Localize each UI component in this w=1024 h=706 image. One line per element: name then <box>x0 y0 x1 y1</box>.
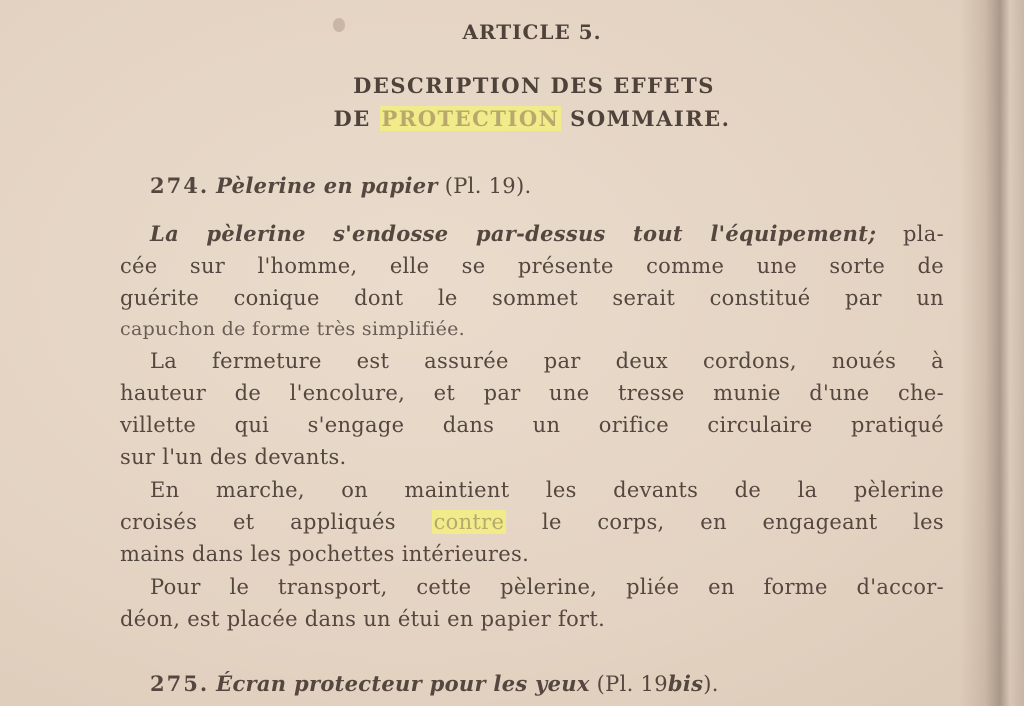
paragraph-3-line-2-after: le corps, en engageant les <box>541 510 944 534</box>
highlighted-word-contre: contre <box>433 510 505 534</box>
subsection-275-title: Écran protecteur pour les yeux <box>216 671 590 696</box>
paragraph-2-line-1-text: La fermeture est assurée par deux cordons, noués à <box>150 349 944 373</box>
subsection-275-plate-bis: bis <box>667 671 704 696</box>
paragraph-1-line-4 <box>120 315 944 343</box>
title-line-2-prefix: DE <box>333 106 371 131</box>
paragraph-3-line-1-text: En marche, on maintient les devants de la pèlerine <box>150 478 944 502</box>
section-title-line-2 <box>0 105 1024 133</box>
article-number <box>0 18 1024 46</box>
subsection-275-heading <box>150 670 910 698</box>
paragraph-2-line-1 <box>150 347 944 375</box>
subsection-274-heading <box>150 172 850 200</box>
title-line-2-suffix: SOMMAIRE. <box>570 106 731 131</box>
paragraph-1-line-2 <box>120 252 944 280</box>
title-line-1-text: DESCRIPTION DES EFFETS <box>353 73 715 98</box>
paragraph-3-line-2 <box>120 508 944 536</box>
paragraph-2-line-2 <box>120 379 944 407</box>
paragraph-3-line-2-before: croisés et appliqués <box>120 510 396 534</box>
paragraph-1-line-2-text: cée sur l'homme, elle se présente comme une sorte de <box>120 254 944 278</box>
highlighted-word-protection: PROTECTION <box>381 106 560 131</box>
subsection-274-number: 274. <box>150 173 210 198</box>
subsection-274-plate-ref: (Pl. 19). <box>444 174 532 198</box>
paragraph-4-line-2 <box>120 605 944 633</box>
subsection-275-plate-ref-end: ). <box>703 672 719 696</box>
subsection-275-plate-ref: (Pl. 19 <box>596 672 668 696</box>
paragraph-2-line-3-text: villette qui s'engage dans un orifice circulaire pratiqué <box>120 413 944 437</box>
paragraph-1-line-1-rest: pla- <box>903 222 944 246</box>
paragraph-2-line-4 <box>120 443 944 471</box>
section-title-line-1 <box>0 72 1024 100</box>
paragraph-1-line-3 <box>120 284 944 312</box>
paragraph-3-line-3-text: mains dans les pochettes intérieures. <box>120 542 530 566</box>
paragraph-1-italic-text: La pèlerine s'endosse par-dessus tout l'équipement; <box>150 221 877 246</box>
paragraph-3-line-1 <box>150 476 944 504</box>
paragraph-1-line-3-text: guérite conique dont le sommet serait constitué par un <box>120 286 944 310</box>
paragraph-2-line-4-text: sur l'un des devants. <box>120 445 347 469</box>
paragraph-2-line-2-text: hauteur de l'encolure, et par une tresse munie d'une che- <box>120 381 944 405</box>
paragraph-1-line-1 <box>150 220 944 248</box>
paragraph-3-line-3 <box>120 540 944 568</box>
paragraph-4-line-1-text: Pour le transport, cette pèlerine, pliée en forme d'accor- <box>150 575 944 599</box>
paragraph-1-line-4-text: capuchon de forme très simplifiée. <box>120 318 466 340</box>
subsection-274-title: Pèlerine en papier <box>216 173 438 198</box>
paragraph-2-line-3 <box>120 411 944 439</box>
paragraph-4-line-1 <box>150 573 944 601</box>
article-label: ARTICLE 5. <box>462 20 602 44</box>
paragraph-4-line-2-text: déon, est placée dans un étui en papier fort. <box>120 607 606 631</box>
subsection-275-number: 275. <box>150 671 210 696</box>
